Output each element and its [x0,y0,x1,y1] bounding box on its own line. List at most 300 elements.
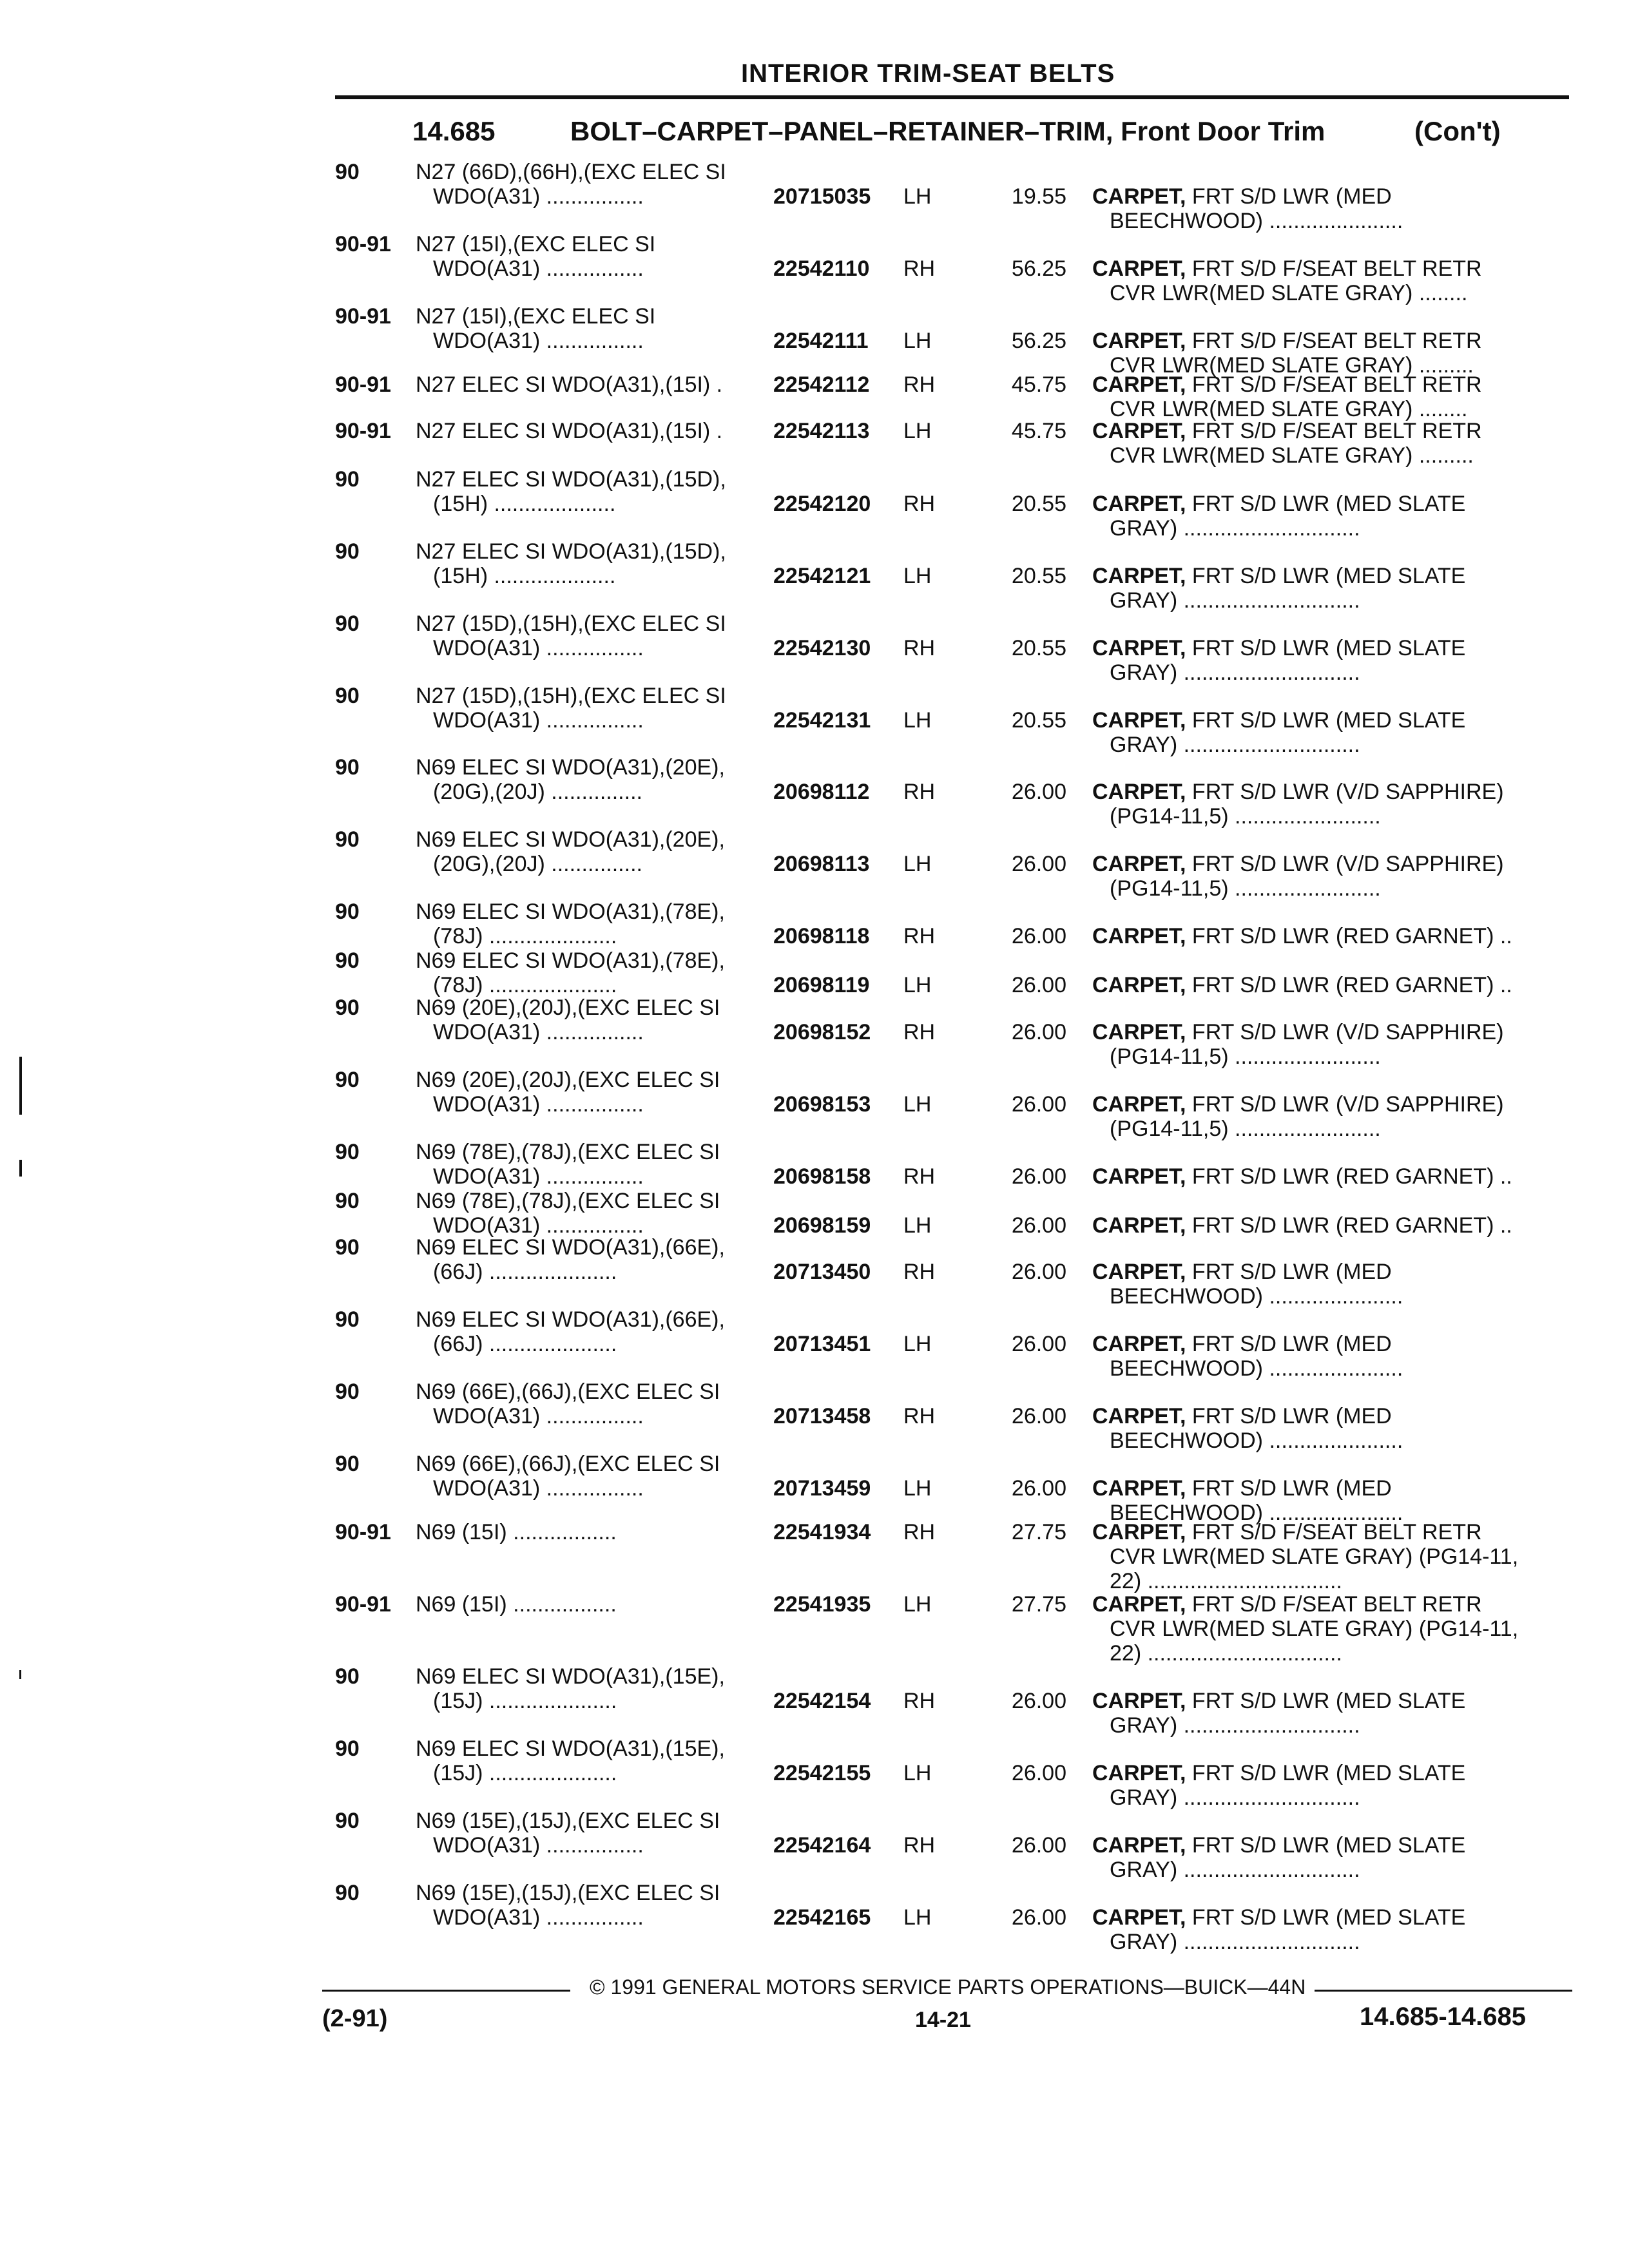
part-name-line-1: FRT S/D F/SEAT BELT RETR [1191,1520,1482,1544]
part-number: 22542121 [773,564,871,588]
usage-line-1: N27 ELEC SI WDO(A31),(15I) . [416,372,723,397]
usage-line-1: N27 ELEC SI WDO(A31),(15D), [416,539,726,564]
model-year: 90-91 [335,1520,391,1544]
usage-line-1: N27 ELEC SI WDO(A31),(15D), [416,467,726,492]
model-year: 90-91 [335,304,391,329]
part-name-line-2: CVR LWR(MED SLATE GRAY) ........ [1110,281,1468,305]
usage-line-2: WDO(A31) ................ [433,1476,644,1501]
usage-description [416,1736,764,1785]
part-name-line-2: GRAY) ............................. [1110,1713,1360,1738]
part-number: 22542120 [773,492,871,516]
usage-line-1: N69 ELEC SI WDO(A31),(20E), [416,827,725,852]
part-number: 20698152 [773,1020,871,1044]
part-name [1092,1213,1563,1238]
part-number: 22542165 [773,1905,871,1930]
usage-line-2: WDO(A31) ................ [433,1020,644,1044]
section-name: BOLT–CARPET–PANEL–RETAINER–TRIM, Front Door Trim [570,116,1325,146]
side: RH [903,492,936,516]
usage-line-2: (20G),(20J) ............... [433,852,642,876]
side: RH [903,924,936,948]
usage-description [416,827,764,876]
usage-description [416,160,764,209]
model-year: 90 [335,948,360,973]
part-name [1092,780,1563,829]
usage-description [416,1307,764,1356]
side: LH [903,184,932,209]
part-number: 22542154 [773,1689,871,1713]
part-name [1092,1761,1563,1810]
model-year: 90 [335,611,360,636]
usage-description [416,1592,764,1617]
model-year: 90-91 [335,419,391,443]
part-name [1092,1092,1563,1141]
part-name-line-2: (PG14-11,5) ........................ [1110,1044,1381,1069]
side: LH [903,564,932,588]
part-name [1092,184,1563,233]
model-year: 90 [335,899,360,924]
model-year: 90 [335,1881,360,1905]
part-name [1092,1164,1563,1189]
usage-description [416,995,764,1044]
part-name [1092,1905,1563,1954]
part-name [1092,564,1563,613]
part-name-line-1: FRT S/D F/SEAT BELT RETR [1191,329,1482,353]
part-name [1092,1332,1563,1381]
side: LH [903,1592,932,1617]
part-name-line-2: GRAY) ............................. [1110,1858,1360,1882]
price: 27.75 [1011,1520,1066,1544]
part-number: 20713458 [773,1404,871,1428]
price: 26.00 [1011,973,1066,997]
section-continued: (Con't) [1414,116,1501,146]
usage-line-2: WDO(A31) ................ [433,708,644,733]
part-name [1092,1404,1563,1453]
part-name-line-1: FRT S/D LWR (MED SLATE [1191,564,1466,588]
usage-line-1: N69 ELEC SI WDO(A31),(66E), [416,1307,725,1332]
side: LH [903,1761,932,1785]
usage-line-1: N69 ELEC SI WDO(A31),(78E), [416,899,725,924]
part-name-line-1: FRT S/D LWR (V/D SAPPHIRE) [1191,1092,1504,1117]
part-number: 22541934 [773,1520,871,1544]
part-name-keyword: CARPET, [1092,1905,1186,1930]
part-name-keyword: CARPET, [1092,1164,1186,1189]
side: LH [903,1332,932,1356]
part-name-line-2: (PG14-11,5) ........................ [1110,1117,1381,1141]
usage-line-1: N69 (15I) ................. [416,1592,617,1617]
margin-mark [19,1057,22,1115]
price: 20.55 [1011,636,1066,660]
price: 20.55 [1011,708,1066,733]
section-number: 14.685 [412,116,496,146]
usage-line-1: N69 ELEC SI WDO(A31),(66E), [416,1235,725,1260]
price: 20.55 [1011,492,1066,516]
part-number: 22542110 [773,256,870,281]
side: LH [903,1092,932,1117]
part-name-keyword: CARPET, [1092,1092,1186,1117]
usage-line-2: (20G),(20J) ............... [433,780,642,804]
side: RH [903,1260,936,1284]
usage-line-1: N69 (20E),(20J),(EXC ELEC SI [416,1068,720,1092]
part-name-line-1: FRT S/D LWR (MED SLATE [1191,1689,1466,1713]
page-title: INTERIOR TRIM-SEAT BELTS [741,59,1115,88]
usage-description [416,1809,764,1858]
part-number: 22542130 [773,636,871,660]
part-name-keyword: CARPET, [1092,1332,1186,1356]
price: 26.00 [1011,1905,1066,1930]
price: 26.00 [1011,1164,1066,1189]
model-year: 90 [335,539,360,564]
price: 56.25 [1011,256,1066,281]
usage-description [416,1189,764,1238]
model-year: 90 [335,160,360,184]
part-name-line-2: CVR LWR(MED SLATE GRAY) ........ [1110,397,1468,421]
usage-description [416,1379,764,1428]
price: 26.00 [1011,1689,1066,1713]
part-number: 20698119 [773,973,870,997]
part-name-line-2: BEECHWOOD) ...................... [1110,1428,1403,1453]
side: RH [903,1164,936,1189]
usage-line-2: (66J) ..................... [433,1332,617,1356]
part-name [1092,708,1563,757]
part-name-line-1: FRT S/D LWR (RED GARNET) .. [1191,1164,1512,1189]
part-name [1092,1520,1563,1593]
side: RH [903,636,936,660]
part-name-line-1: FRT S/D LWR (MED SLATE [1191,1833,1466,1858]
usage-line-1: N69 (15I) ................. [416,1520,617,1544]
model-year: 90 [335,827,360,852]
usage-description [416,1068,764,1117]
margin-mark [19,1160,22,1177]
part-name-line-1: FRT S/D LWR (RED GARNET) .. [1191,973,1512,997]
usage-description [416,1520,764,1544]
footer-page-number: 14-21 [915,2008,971,2032]
part-name-line-1: FRT S/D LWR (MED SLATE [1191,1761,1466,1785]
footer-rule-left [322,1990,570,1992]
part-name [1092,419,1563,468]
part-name-keyword: CARPET, [1092,973,1186,997]
price: 26.00 [1011,1833,1066,1858]
usage-description [416,419,764,443]
side: RH [903,1520,936,1544]
part-name-line-1: FRT S/D F/SEAT BELT RETR [1191,372,1482,397]
part-name [1092,973,1563,997]
side: RH [903,780,936,804]
usage-description [416,684,764,733]
part-name [1092,1833,1563,1882]
part-name-keyword: CARPET, [1092,852,1186,876]
footer-date: (2-91) [322,2005,388,2032]
model-year: 90 [335,755,360,780]
usage-line-2: WDO(A31) ................ [433,636,644,660]
price: 26.00 [1011,1404,1066,1428]
part-name [1092,492,1563,541]
part-name-line-1: FRT S/D F/SEAT BELT RETR [1191,1592,1482,1617]
part-name [1092,852,1563,901]
part-name-line-2: CVR LWR(MED SLATE GRAY) ......... [1110,353,1474,378]
part-name-line-1: FRT S/D LWR (RED GARNET) .. [1191,1213,1512,1238]
usage-description [416,1235,764,1284]
part-name-line-1: FRT S/D LWR (MED SLATE [1191,708,1466,733]
part-number: 22541935 [773,1592,871,1617]
part-name-line-1: FRT S/D LWR (V/D SAPPHIRE) [1191,1020,1504,1044]
usage-line-2: (66J) ..................... [433,1260,617,1284]
model-year: 90 [335,1068,360,1092]
footer-range: 14.685-14.685 [1360,2003,1527,2031]
part-number: 20698118 [773,924,870,948]
part-number: 20698112 [773,780,870,804]
part-name-keyword: CARPET, [1092,419,1186,443]
part-name-keyword: CARPET, [1092,708,1186,733]
part-name-line-1: FRT S/D LWR (MED SLATE [1191,492,1466,516]
part-number: 20715035 [773,184,871,209]
part-name-line-1: FRT S/D LWR (RED GARNET) .. [1191,924,1512,948]
part-name-keyword: CARPET, [1092,780,1186,804]
usage-line-2: (15J) ..................... [433,1689,617,1713]
usage-line-1: N69 ELEC SI WDO(A31),(20E), [416,755,725,780]
model-year: 90 [335,995,360,1020]
part-name-line-1: FRT S/D LWR (MED [1191,1476,1392,1501]
usage-line-1: N69 (66E),(66J),(EXC ELEC SI [416,1452,720,1476]
side: RH [903,1404,936,1428]
usage-line-2: (15H) .................... [433,564,616,588]
footer-copyright: © 1991 GENERAL MOTORS SERVICE PARTS OPERATIONS—BUICK—44N [590,1975,1306,1999]
usage-description [416,611,764,660]
part-name-line-3: 22) ................................ [1110,1641,1342,1666]
part-name [1092,1260,1563,1309]
part-name-keyword: CARPET, [1092,1404,1186,1428]
part-name [1092,1476,1563,1525]
usage-description [416,467,764,516]
part-number: 20713459 [773,1476,871,1501]
part-name-line-2: GRAY) ............................. [1110,1785,1360,1810]
part-name-line-2: BEECHWOOD) ...................... [1110,1501,1403,1525]
part-name-line-2: BEECHWOOD) ...................... [1110,1284,1403,1309]
side: RH [903,1689,936,1713]
usage-description [416,372,764,397]
part-name-line-2: CVR LWR(MED SLATE GRAY) ......... [1110,443,1474,468]
part-name-keyword: CARPET, [1092,1689,1186,1713]
price: 26.00 [1011,924,1066,948]
usage-line-1: N69 (66E),(66J),(EXC ELEC SI [416,1379,720,1404]
part-name-keyword: CARPET, [1092,1476,1186,1501]
part-name-keyword: CARPET, [1092,1761,1186,1785]
usage-line-1: N69 (20E),(20J),(EXC ELEC SI [416,995,720,1020]
usage-line-2: WDO(A31) ................ [433,1404,644,1428]
price: 45.75 [1011,372,1066,397]
part-name [1092,256,1563,305]
part-name-line-2: (PG14-11,5) ........................ [1110,876,1381,901]
part-name-line-2: BEECHWOOD) ...................... [1110,1356,1403,1381]
part-name-line-1: FRT S/D LWR (V/D SAPPHIRE) [1191,780,1504,804]
model-year: 90 [335,1809,360,1833]
part-name-line-1: FRT S/D LWR (V/D SAPPHIRE) [1191,852,1504,876]
usage-description [416,948,764,997]
part-number: 22542113 [773,419,870,443]
part-name-keyword: CARPET, [1092,636,1186,660]
part-name-keyword: CARPET, [1092,184,1186,209]
price: 27.75 [1011,1592,1066,1617]
side: RH [903,256,936,281]
model-year: 90-91 [335,372,391,397]
part-name [1092,636,1563,685]
part-name [1092,924,1563,948]
part-number: 20698158 [773,1164,871,1189]
usage-line-1: N27 (15I),(EXC ELEC SI [416,304,656,329]
part-name-line-1: FRT S/D F/SEAT BELT RETR [1191,256,1482,281]
usage-line-2: WDO(A31) ................ [433,1213,644,1238]
model-year: 90 [335,1664,360,1689]
usage-line-2: (78J) ..................... [433,973,617,997]
usage-line-1: N69 (78E),(78J),(EXC ELEC SI [416,1189,720,1213]
price: 19.55 [1011,184,1066,209]
model-year: 90 [335,1379,360,1404]
price: 26.00 [1011,1092,1066,1117]
part-name [1092,372,1563,421]
usage-description [416,1452,764,1501]
part-number: 22542164 [773,1833,871,1858]
side: LH [903,329,932,353]
side: LH [903,1213,932,1238]
margin-mark [19,1670,21,1679]
usage-line-2: WDO(A31) ................ [433,1905,644,1930]
usage-description [416,1140,764,1189]
side: RH [903,372,936,397]
price: 26.00 [1011,1260,1066,1284]
side: LH [903,1905,932,1930]
part-name-keyword: CARPET, [1092,372,1186,397]
model-year: 90 [335,1307,360,1332]
side: LH [903,708,932,733]
model-year: 90-91 [335,232,391,256]
price: 56.25 [1011,329,1066,353]
side: LH [903,419,932,443]
price: 26.00 [1011,780,1066,804]
side: LH [903,1476,932,1501]
price: 26.00 [1011,852,1066,876]
part-name-line-2: (PG14-11,5) ........................ [1110,804,1381,829]
usage-description [416,1664,764,1713]
usage-line-1: N69 (15E),(15J),(EXC ELEC SI [416,1881,720,1905]
usage-line-1: N27 ELEC SI WDO(A31),(15I) . [416,419,723,443]
part-name-line-2: CVR LWR(MED SLATE GRAY) (PG14-11, [1110,1617,1519,1641]
model-year: 90 [335,684,360,708]
price: 26.00 [1011,1476,1066,1501]
price: 26.00 [1011,1213,1066,1238]
usage-line-1: N27 (15D),(15H),(EXC ELEC SI [416,684,726,708]
part-number: 20713451 [773,1332,871,1356]
part-name-keyword: CARPET, [1092,1833,1186,1858]
part-name-line-2: CVR LWR(MED SLATE GRAY) (PG14-11, [1110,1544,1519,1569]
part-name-keyword: CARPET, [1092,256,1186,281]
usage-line-2: WDO(A31) ................ [433,184,644,209]
usage-description [416,899,764,948]
side: RH [903,1833,936,1858]
part-name-line-3: 22) ................................ [1110,1569,1342,1593]
usage-description [416,1881,764,1930]
usage-line-1: N27 (15D),(15H),(EXC ELEC SI [416,611,726,636]
part-name-keyword: CARPET, [1092,924,1186,948]
part-name-line-1: FRT S/D LWR (MED SLATE [1191,1905,1466,1930]
usage-line-2: WDO(A31) ................ [433,1092,644,1117]
part-name-line-2: GRAY) ............................. [1110,516,1360,541]
usage-line-1: N69 (15E),(15J),(EXC ELEC SI [416,1809,720,1833]
part-name [1092,329,1563,378]
part-name-line-2: BEECHWOOD) ...................... [1110,209,1403,233]
usage-line-1: N69 ELEC SI WDO(A31),(15E), [416,1736,725,1761]
part-name-keyword: CARPET, [1092,1592,1186,1617]
model-year: 90 [335,1189,360,1213]
usage-line-1: N69 ELEC SI WDO(A31),(15E), [416,1664,725,1689]
usage-description [416,539,764,588]
part-number: 22542111 [773,329,869,353]
part-number: 20698159 [773,1213,871,1238]
part-name-line-2: GRAY) ............................. [1110,1930,1360,1954]
part-name [1092,1689,1563,1738]
usage-line-2: WDO(A31) ................ [433,329,644,353]
price: 26.00 [1011,1761,1066,1785]
part-number: 22542131 [773,708,871,733]
usage-line-2: WDO(A31) ................ [433,1164,644,1189]
part-name-line-1: FRT S/D LWR (MED [1191,1332,1392,1356]
price: 26.00 [1011,1020,1066,1044]
part-number: 22542112 [773,372,870,397]
side: LH [903,973,932,997]
usage-line-2: (78J) ..................... [433,924,617,948]
model-year: 90-91 [335,1592,391,1617]
part-number: 20713450 [773,1260,871,1284]
part-name-line-1: FRT S/D LWR (MED [1191,1404,1392,1428]
part-number: 22542155 [773,1761,871,1785]
part-name-line-2: GRAY) ............................. [1110,733,1360,757]
model-year: 90 [335,1452,360,1476]
usage-line-1: N27 (15I),(EXC ELEC SI [416,232,656,256]
part-name-line-1: FRT S/D LWR (MED [1191,184,1392,209]
model-year: 90 [335,467,360,492]
part-name-line-1: FRT S/D LWR (MED [1191,1260,1392,1284]
footer-rule-right [1315,1990,1572,1992]
part-name-keyword: CARPET, [1092,564,1186,588]
side: LH [903,852,932,876]
usage-description [416,304,764,353]
part-name-keyword: CARPET, [1092,1020,1186,1044]
part-name [1092,1020,1563,1069]
usage-description [416,755,764,804]
price: 20.55 [1011,564,1066,588]
usage-description [416,232,764,281]
part-name-line-2: GRAY) ............................. [1110,660,1360,685]
part-name-line-1: FRT S/D F/SEAT BELT RETR [1191,419,1482,443]
part-name [1092,1592,1563,1666]
price: 45.75 [1011,419,1066,443]
usage-line-2: WDO(A31) ................ [433,256,644,281]
part-name-line-1: FRT S/D LWR (MED SLATE [1191,636,1466,660]
part-name-keyword: CARPET, [1092,329,1186,353]
usage-line-2: WDO(A31) ................ [433,1833,644,1858]
usage-line-1: N69 ELEC SI WDO(A31),(78E), [416,948,725,973]
part-number: 20698153 [773,1092,871,1117]
model-year: 90 [335,1235,360,1260]
usage-line-1: N69 (78E),(78J),(EXC ELEC SI [416,1140,720,1164]
usage-line-2: (15J) ..................... [433,1761,617,1785]
usage-line-2: (15H) .................... [433,492,616,516]
part-name-keyword: CARPET, [1092,1520,1186,1544]
part-name-line-2: GRAY) ............................. [1110,588,1360,613]
part-number: 20698113 [773,852,870,876]
part-name-keyword: CARPET, [1092,492,1186,516]
side: RH [903,1020,936,1044]
part-name-keyword: CARPET, [1092,1213,1186,1238]
model-year: 90 [335,1736,360,1761]
